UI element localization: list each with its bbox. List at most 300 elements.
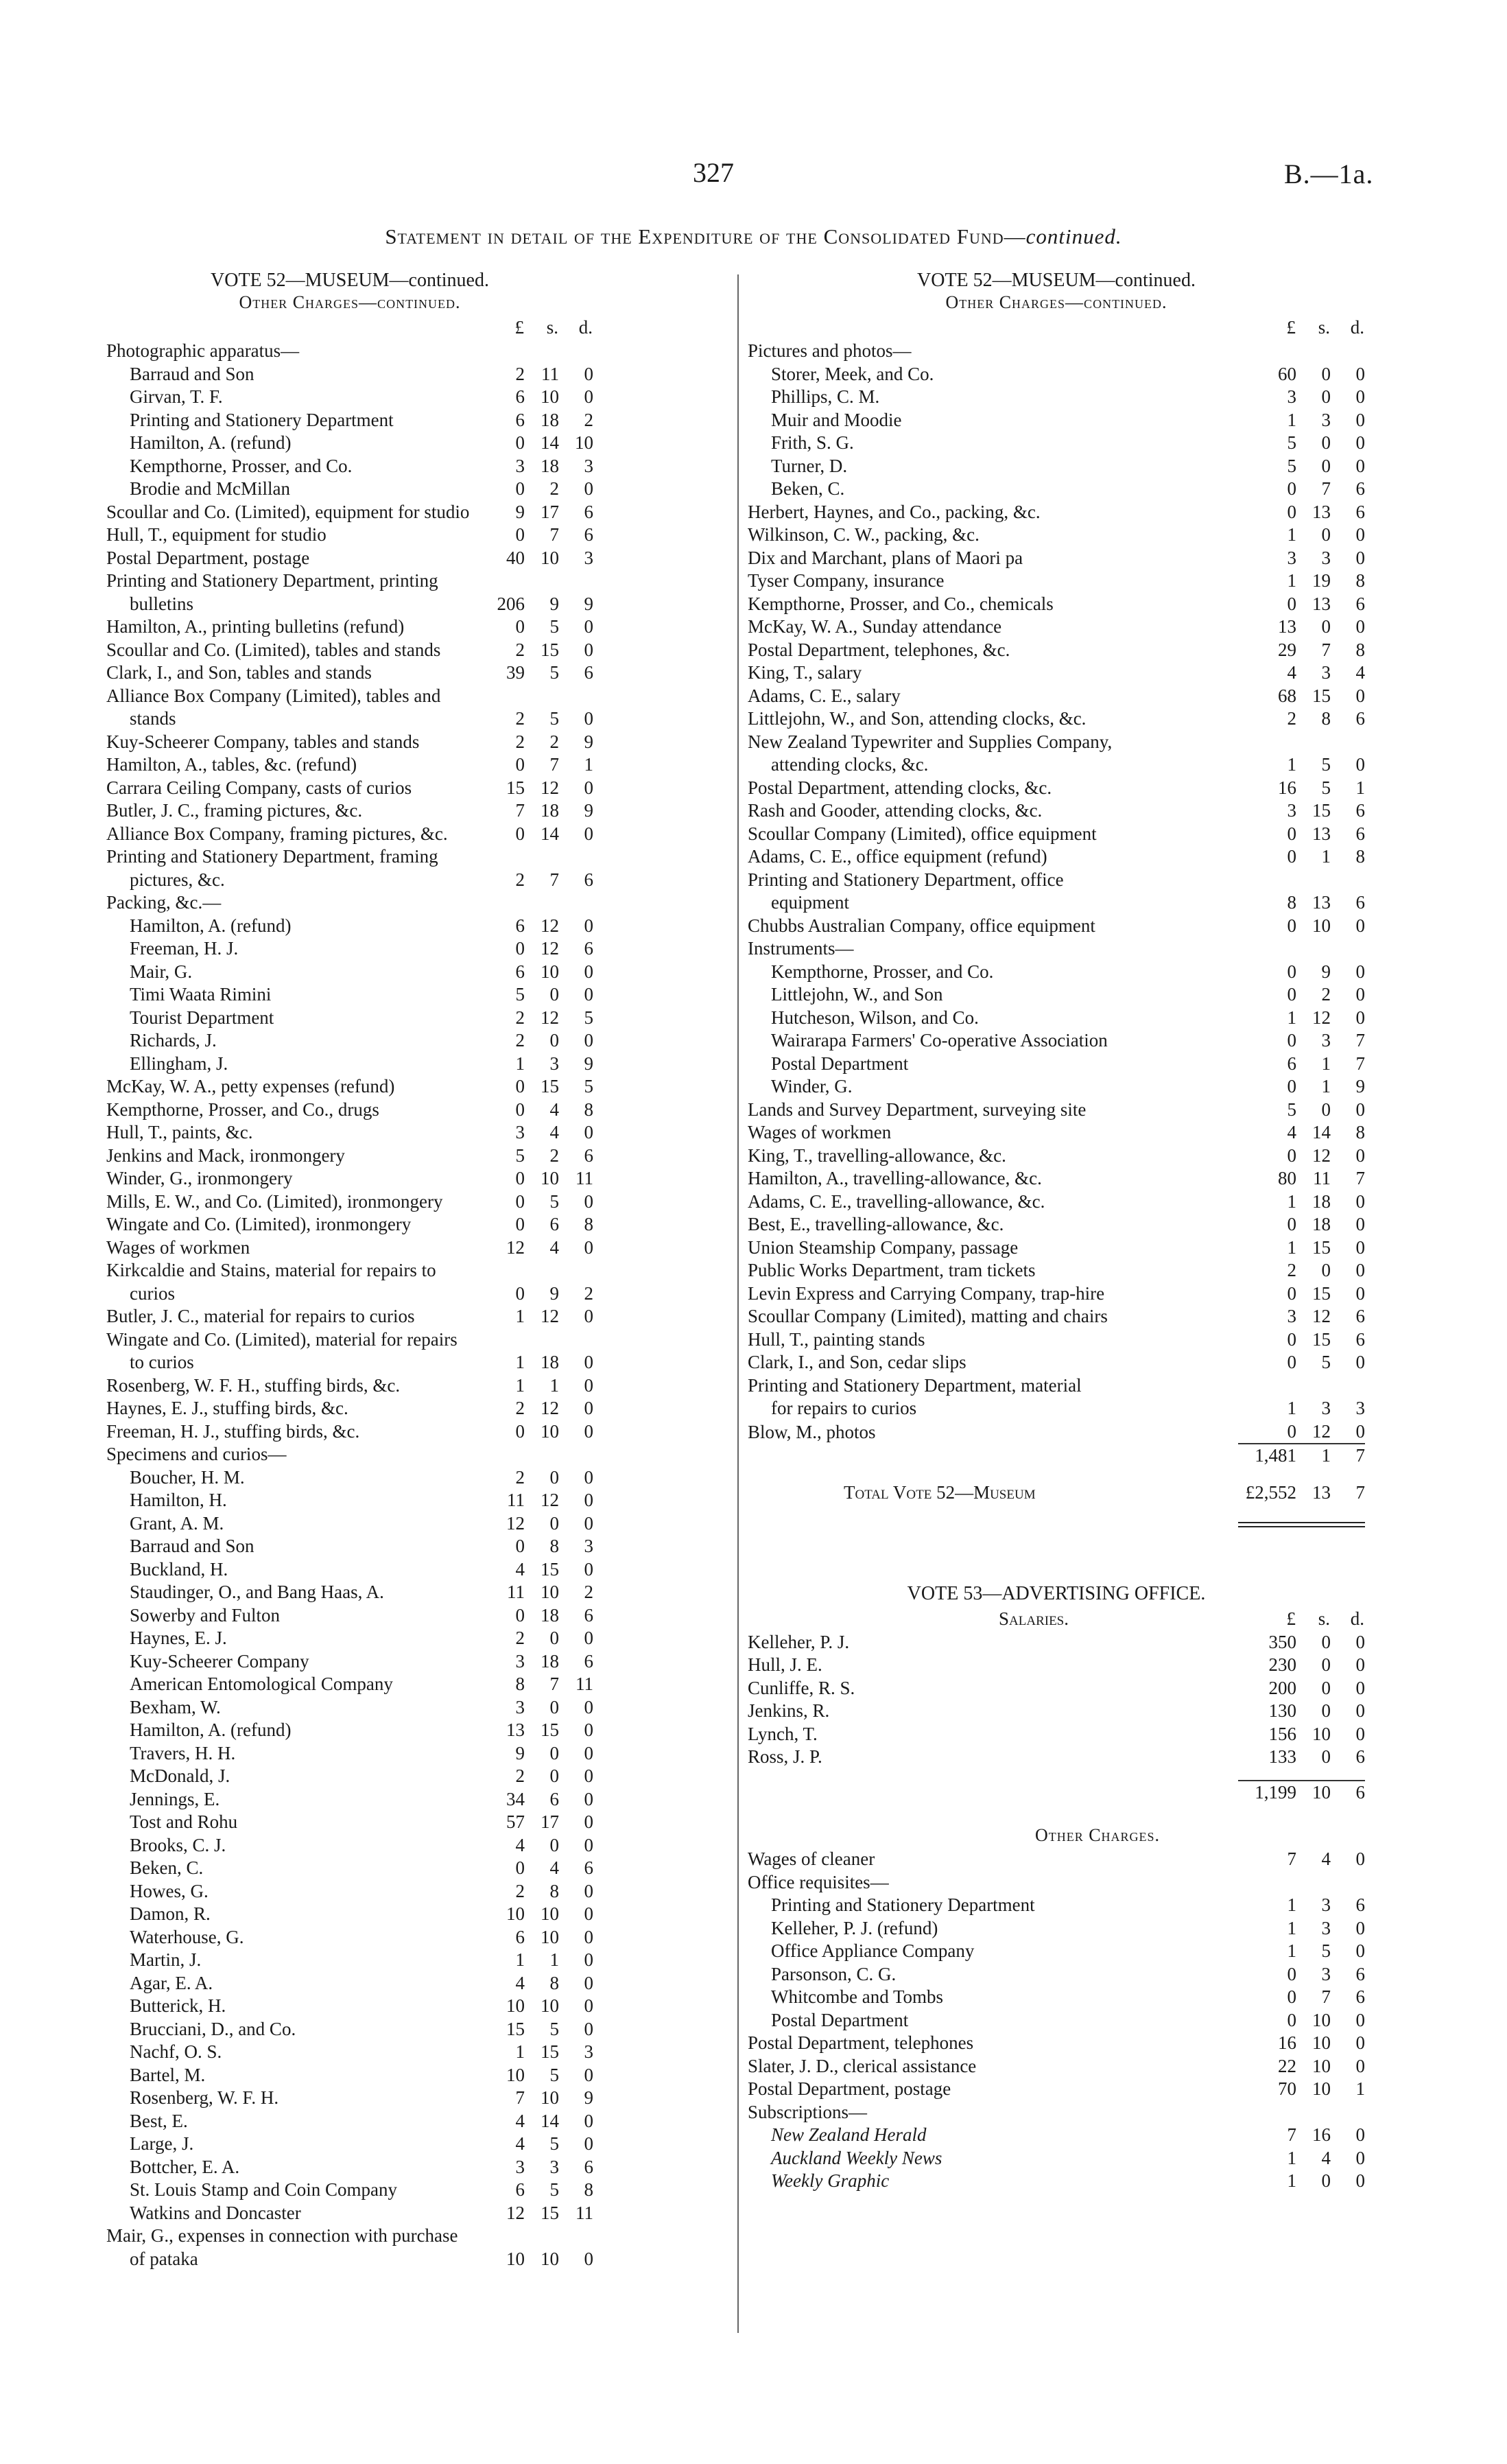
entry-pence: 0 (1355, 1236, 1365, 1258)
entry-pounds (475, 570, 525, 593)
entry-label (748, 1746, 1238, 1769)
vote53-other-table (748, 1848, 1365, 2193)
entry-pence (559, 685, 593, 708)
table-row (106, 753, 593, 777)
entry-pounds: 6 (515, 409, 525, 430)
entry-text: Public Works Department, tram tickets (748, 1260, 1036, 1280)
table-row (748, 639, 1365, 662)
entry-text: of pataka (130, 2248, 198, 2269)
entry-shillings: 0 (1321, 363, 1331, 384)
entry-pence: 11 (575, 1168, 593, 1188)
entry-label (748, 661, 1238, 685)
entry-pounds: 12 (506, 1236, 525, 1258)
subtotal-shillings: 1 (1296, 1444, 1331, 1468)
entry-text: Haynes, E. J. (130, 1628, 227, 1648)
entry-pounds: 70 (1278, 2078, 1296, 2099)
entry-text: Bartel, M. (130, 2064, 206, 2085)
entry-label (748, 1029, 1238, 1053)
entry-text: Kelleher, P. J. (748, 1631, 850, 1652)
entry-pounds: 2 (515, 1765, 525, 1786)
entry-label (106, 340, 475, 363)
entry-text: Hull, T., painting stands (748, 1328, 925, 1350)
entry-pence: 0 (1355, 1654, 1365, 1675)
entry-pence: 6 (584, 1145, 593, 1166)
table-row (106, 1811, 593, 1834)
entry-shillings: 0 (1321, 1746, 1331, 1767)
entry-label (748, 1654, 1238, 1677)
table-row (106, 869, 593, 892)
entry-label (106, 2018, 475, 2041)
entry-text: New Zealand Typewriter and Supplies Company, (748, 731, 1113, 752)
entry-text: Buckland, H. (130, 1558, 228, 1580)
entry-shillings: 3 (1321, 1917, 1331, 1938)
table-row (748, 478, 1365, 501)
table-row (748, 432, 1365, 455)
entry-pounds: 156 (1268, 1723, 1296, 1744)
entry-shillings: 0 (549, 1628, 559, 1648)
table-row (748, 2032, 1365, 2055)
entry-label (106, 1007, 475, 1030)
entry-shillings: 8 (1321, 708, 1331, 729)
entry-label (106, 2064, 475, 2087)
page-number: 327 (693, 157, 734, 188)
entry-text: Alliance Box Company, framing pictures, &c. (106, 823, 448, 844)
table-row (106, 1029, 593, 1053)
table-row (106, 1581, 593, 1604)
entry-shillings: 0 (549, 1030, 559, 1051)
entry-text: McKay, W. A., Sunday attendance (748, 616, 1002, 637)
entry-pounds: 0 (1287, 1076, 1296, 1096)
entry-label (106, 432, 475, 455)
entry-text: Brooks, C. J. (130, 1834, 226, 1855)
entry-pence: 1 (584, 754, 593, 775)
entry-pounds: 3 (1287, 547, 1296, 568)
table-row (106, 570, 593, 593)
entry-text: Postal Department (771, 1053, 909, 1074)
entry-label (106, 2087, 475, 2110)
entry-pence (1331, 1871, 1365, 1894)
entry-pounds: 0 (515, 616, 525, 637)
entry-label (106, 1903, 475, 1926)
entry-pence: 6 (1355, 593, 1365, 614)
entry-pounds (475, 891, 525, 915)
entry-text: Sowerby and Fulton (130, 1604, 280, 1626)
table-row (748, 799, 1365, 823)
entry-pence: 6 (1355, 501, 1365, 522)
entry-pounds: 2 (515, 363, 525, 384)
entry-shillings: 17 (541, 501, 559, 522)
table-row (106, 845, 593, 869)
entry-shillings (1296, 1374, 1331, 1398)
entry-text: Office Appliance Company (771, 1940, 975, 1961)
entry-label (748, 2170, 1238, 2193)
entry-shillings: 9 (549, 1282, 559, 1304)
entry-pounds: 1 (1287, 1398, 1296, 1418)
entry-pence: 0 (584, 777, 593, 798)
table-row (748, 1746, 1365, 1769)
entry-text: Hamilton, A. (refund) (130, 1720, 292, 1740)
entry-pence: 8 (1355, 639, 1365, 660)
entry-pence (559, 845, 593, 869)
entry-pence: 0 (584, 1236, 593, 1258)
entry-pounds: 5 (1287, 432, 1296, 453)
entry-label (748, 478, 1238, 501)
entry-shillings: 0 (1321, 2170, 1331, 2191)
entry-shillings: 3 (1321, 1398, 1331, 1418)
entry-shillings: 13 (1312, 501, 1331, 522)
table-row (748, 1259, 1365, 1282)
entry-shillings: 7 (549, 754, 559, 775)
table-row (106, 1834, 593, 1857)
entry-pounds: 1 (1287, 1940, 1296, 1961)
entry-shillings: 0 (1321, 1700, 1331, 1721)
entry-label (748, 2101, 1238, 2124)
entry-shillings: 15 (1312, 685, 1331, 706)
entry-text: Kuy-Scheerer Company, tables and stands (106, 731, 420, 752)
table-row (748, 1917, 1365, 1940)
entry-label (106, 1719, 475, 1742)
table-row (106, 1007, 593, 1030)
vote53-other-charges-label: Other Charges. (1034, 1825, 1161, 1845)
table-row (106, 1397, 593, 1420)
entry-label (748, 915, 1238, 938)
entry-label (748, 983, 1238, 1007)
table-row (748, 1871, 1365, 1894)
entry-pounds: 6 (515, 915, 525, 936)
entry-pounds: 0 (515, 1604, 525, 1626)
entry-label (748, 869, 1238, 892)
entry-pence: 0 (584, 1420, 593, 1442)
entry-shillings: 0 (1321, 432, 1331, 453)
entry-shillings: 10 (541, 1903, 559, 1924)
entry-pounds: 0 (515, 524, 525, 545)
entry-pence: 0 (1355, 409, 1365, 430)
entry-label (106, 501, 475, 524)
entry-pence: 8 (584, 1214, 593, 1234)
entry-pence: 0 (1355, 2124, 1365, 2145)
table-row (748, 2055, 1365, 2078)
table-row (748, 2101, 1365, 2124)
entry-text: Butler, J. C., material for repairs to curios (106, 1306, 415, 1326)
entry-pounds: 1 (515, 1306, 525, 1326)
entry-pounds: 13 (506, 1720, 525, 1740)
entry-shillings: 0 (1321, 386, 1331, 407)
table-row (748, 1631, 1365, 1654)
entry-pence: 0 (1355, 1214, 1365, 1234)
entry-pounds: 0 (1287, 1030, 1296, 1051)
entry-pounds: 2 (515, 639, 525, 660)
entry-pence: 0 (584, 2018, 593, 2039)
pence-header: d. (578, 317, 593, 338)
table-row (106, 1099, 593, 1122)
entry-text: Rosenberg, W. F. H., stuffing birds, &c. (106, 1374, 401, 1396)
entry-shillings: 15 (541, 2041, 559, 2062)
entry-shillings (1296, 2101, 1331, 2124)
table-row (748, 1075, 1365, 1099)
entry-label (748, 2032, 1238, 2055)
entry-pence: 3 (584, 1536, 593, 1556)
entry-text: Hull, J. E. (748, 1654, 822, 1675)
table-row (106, 432, 593, 455)
entry-pence: 0 (1355, 363, 1365, 384)
entry-pence: 0 (584, 2064, 593, 2085)
entry-pounds: 16 (1278, 777, 1296, 798)
entry-pounds: 10 (506, 2248, 525, 2269)
entry-text: Hamilton, H. (130, 1490, 227, 1510)
entry-label (106, 1374, 475, 1398)
table-row (106, 2110, 593, 2133)
entry-label (106, 961, 475, 984)
entry-pounds: 2 (515, 708, 525, 729)
entry-pence: 0 (584, 984, 593, 1005)
entry-shillings: 10 (1312, 2078, 1331, 2099)
entry-pence: 0 (1355, 524, 1365, 545)
table-row (748, 501, 1365, 524)
entry-pence: 0 (1355, 1917, 1365, 1938)
entry-pence: 0 (584, 1926, 593, 1947)
table-row (106, 639, 593, 662)
entry-label (106, 1558, 475, 1582)
double-rule (748, 1504, 1365, 1527)
entry-pence: 0 (584, 1972, 593, 1993)
table-row (106, 2225, 593, 2248)
entry-shillings: 18 (541, 1650, 559, 1671)
entry-label (106, 731, 475, 754)
entry-label (106, 593, 475, 616)
entry-text: Wages of cleaner (748, 1849, 875, 1869)
entry-label (106, 1857, 475, 1880)
entry-pence (559, 1328, 593, 1352)
entry-shillings: 18 (1312, 1214, 1331, 1234)
entry-pence: 7 (1355, 1168, 1365, 1188)
entry-shillings: 0 (1321, 455, 1331, 476)
entry-shillings: 7 (549, 1674, 559, 1694)
entry-label (748, 1282, 1238, 1306)
entry-pence: 8 (1355, 570, 1365, 591)
entry-text: Printing and Stationery Department, office (748, 869, 1064, 890)
entry-pence: 6 (1355, 708, 1365, 729)
table-row (748, 869, 1365, 892)
entry-text: Printing and Stationery Department, material (748, 1374, 1082, 1396)
entry-pence: 0 (584, 478, 593, 499)
entry-text: McKay, W. A., petty expenses (refund) (106, 1076, 395, 1096)
entry-text: Kempthorne, Prosser, and Co., chemicals (748, 593, 1054, 614)
entry-text: Clark, I., and Son, tables and stands (106, 662, 372, 683)
entry-text: Hamilton, A., travelling-allowance, &c. (748, 1168, 1042, 1188)
entry-pence: 6 (1355, 823, 1365, 844)
entry-pence: 0 (1355, 1282, 1365, 1304)
entry-pounds: 7 (515, 2087, 525, 2108)
entry-label (748, 524, 1238, 547)
entry-pence: 0 (1355, 685, 1365, 706)
entry-shillings: 9 (549, 593, 559, 614)
entry-pounds: 3 (1287, 386, 1296, 407)
entry-text: Wingate and Co. (Limited), material for repairs (106, 1328, 458, 1350)
entry-shillings: 10 (541, 961, 559, 982)
entry-pence: 0 (584, 1742, 593, 1763)
entry-label (106, 1190, 475, 1214)
entry-shillings: 1 (1321, 1076, 1331, 1096)
entry-pence: 9 (584, 1053, 593, 1074)
entry-text: Freeman, H. J., stuffing birds, &c. (106, 1420, 360, 1442)
entry-pounds: 15 (506, 777, 525, 798)
table-row (748, 1328, 1365, 1352)
table-row (106, 2133, 593, 2156)
entry-pounds: 68 (1278, 685, 1296, 706)
entry-text: Waterhouse, G. (130, 1926, 244, 1947)
entry-text: Large, J. (130, 2133, 194, 2154)
table-row (748, 1236, 1365, 1260)
entry-shillings (525, 2225, 559, 2248)
entry-shillings: 12 (541, 777, 559, 798)
table-row (748, 731, 1365, 754)
entry-text: Postal Department (771, 2009, 909, 2030)
entry-text: Office requisites— (748, 1871, 889, 1892)
entry-pounds (1238, 731, 1296, 754)
entry-label (748, 593, 1238, 616)
entry-pounds: 206 (497, 593, 525, 614)
entry-shillings: 10 (541, 1420, 559, 1442)
entry-pence: 6 (584, 938, 593, 959)
entry-label (748, 1167, 1238, 1190)
entry-label (748, 1894, 1238, 1917)
entry-pounds: 9 (515, 1742, 525, 1763)
entry-text: Frith, S. G. (771, 432, 854, 453)
entry-text: Best, E. (130, 2110, 188, 2131)
entry-pence: 0 (584, 1788, 593, 1809)
entry-label (748, 340, 1238, 363)
entry-pence: 1 (1355, 777, 1365, 798)
column-divider (737, 274, 739, 2333)
entry-text: Scoullar and Co. (Limited), equipment for studio (106, 501, 470, 522)
table-row (106, 2064, 593, 2087)
entry-label (748, 1305, 1238, 1328)
table-row (106, 1512, 593, 1536)
entry-pence: 6 (584, 1857, 593, 1878)
entry-shillings: 3 (1321, 409, 1331, 430)
entry-pounds: 10 (506, 2064, 525, 2085)
entry-pence: 0 (1355, 1190, 1365, 1212)
entry-pounds: 0 (1287, 1420, 1296, 1442)
entry-text: Wages of workmen (106, 1236, 250, 1258)
entry-pounds (475, 1443, 525, 1466)
entry-shillings: 5 (1321, 777, 1331, 798)
entry-pence: 6 (1355, 1894, 1365, 1915)
entry-shillings: 18 (541, 1604, 559, 1626)
entry-shillings: 5 (1321, 1940, 1331, 1961)
entry-pence: 0 (1355, 915, 1365, 936)
entry-pounds: 130 (1268, 1700, 1296, 1721)
entry-pence: 0 (1355, 2147, 1365, 2168)
entry-shillings: 10 (541, 2248, 559, 2269)
entry-shillings: 5 (549, 616, 559, 637)
entry-text: Postal Department, attending clocks, &c. (748, 777, 1052, 798)
entry-text: Postal Department, postage (748, 2078, 951, 2099)
table-row (106, 961, 593, 984)
table-row (748, 777, 1365, 800)
entry-shillings: 7 (1321, 1986, 1331, 2007)
table-row (106, 1236, 593, 1260)
entry-label (106, 2225, 475, 2248)
entry-pence: 0 (1355, 984, 1365, 1005)
entry-text: Brucciani, D., and Co. (130, 2018, 296, 2039)
entry-shillings: 0 (1321, 1099, 1331, 1120)
entry-pence: 6 (584, 1650, 593, 1671)
entry-label (106, 1282, 475, 1306)
entry-pence: 0 (584, 1720, 593, 1740)
entry-shillings: 4 (549, 1857, 559, 1878)
entry-label (748, 1397, 1238, 1420)
entry-label (106, 1397, 475, 1420)
entry-shillings (1296, 937, 1331, 961)
entry-shillings: 0 (1321, 524, 1331, 545)
entry-label (106, 1581, 475, 1604)
entry-shillings: 14 (541, 823, 559, 844)
entry-pence: 6 (1355, 1963, 1365, 1984)
entry-text: Printing and Stationery Department (771, 1894, 1035, 1915)
left-vote-heading: VOTE 52—MUSEUM—continued. (211, 270, 489, 291)
entry-shillings: 2 (549, 1145, 559, 1166)
entry-pounds: 1 (1287, 1236, 1296, 1258)
entry-pence: 0 (1355, 1260, 1365, 1280)
entry-pounds: 60 (1278, 363, 1296, 384)
entry-text: St. Louis Stamp and Coin Company (130, 2179, 398, 2200)
entry-shillings: 19 (1312, 570, 1331, 591)
entry-shillings: 10 (1312, 915, 1331, 936)
entry-pence: 5 (584, 1076, 593, 1096)
entry-pence (1331, 2101, 1365, 2124)
entry-pence: 2 (584, 409, 593, 430)
table-row (106, 731, 593, 754)
entry-pounds: 16 (1278, 2032, 1296, 2053)
entry-shillings: 12 (541, 1007, 559, 1028)
entry-pounds: 15 (506, 2018, 525, 2039)
entry-label (106, 753, 475, 777)
entry-text: Scoullar and Co. (Limited), tables and stands (106, 639, 441, 660)
entry-shillings: 5 (1321, 1352, 1331, 1372)
entry-label (748, 1075, 1238, 1099)
entry-label (106, 891, 475, 915)
table-row (748, 1723, 1365, 1746)
entry-text: Alliance Box Company (Limited), tables and (106, 685, 441, 706)
entry-text: Pictures and photos— (748, 340, 912, 361)
entry-pence: 8 (1355, 846, 1365, 867)
table-row (106, 1167, 593, 1190)
museum-subtotal-row (748, 1444, 1365, 1468)
entry-pounds: 133 (1268, 1746, 1296, 1767)
entry-pounds: 7 (515, 800, 525, 821)
entry-pounds: 6 (515, 1926, 525, 1947)
entry-text: curios (130, 1282, 175, 1304)
entry-text: Howes, G. (130, 1880, 209, 1901)
entry-pence: 10 (575, 432, 593, 453)
table-row (748, 570, 1365, 593)
entry-label (106, 1305, 475, 1328)
entry-text: equipment (771, 892, 849, 913)
table-row (106, 1880, 593, 1903)
entry-label (106, 915, 475, 938)
entry-text: Haynes, E. J., stuffing birds, &c. (106, 1398, 348, 1418)
entry-shillings: 10 (541, 1168, 559, 1188)
entry-text: Whitcombe and Tombs (771, 1986, 944, 2007)
entry-pence: 6 (1355, 800, 1365, 821)
entry-label (106, 845, 475, 869)
table-row (106, 707, 593, 731)
entry-label (748, 547, 1238, 570)
entry-shillings: 4 (549, 1236, 559, 1258)
entry-pence: 6 (584, 1604, 593, 1626)
entry-shillings: 0 (549, 984, 559, 1005)
